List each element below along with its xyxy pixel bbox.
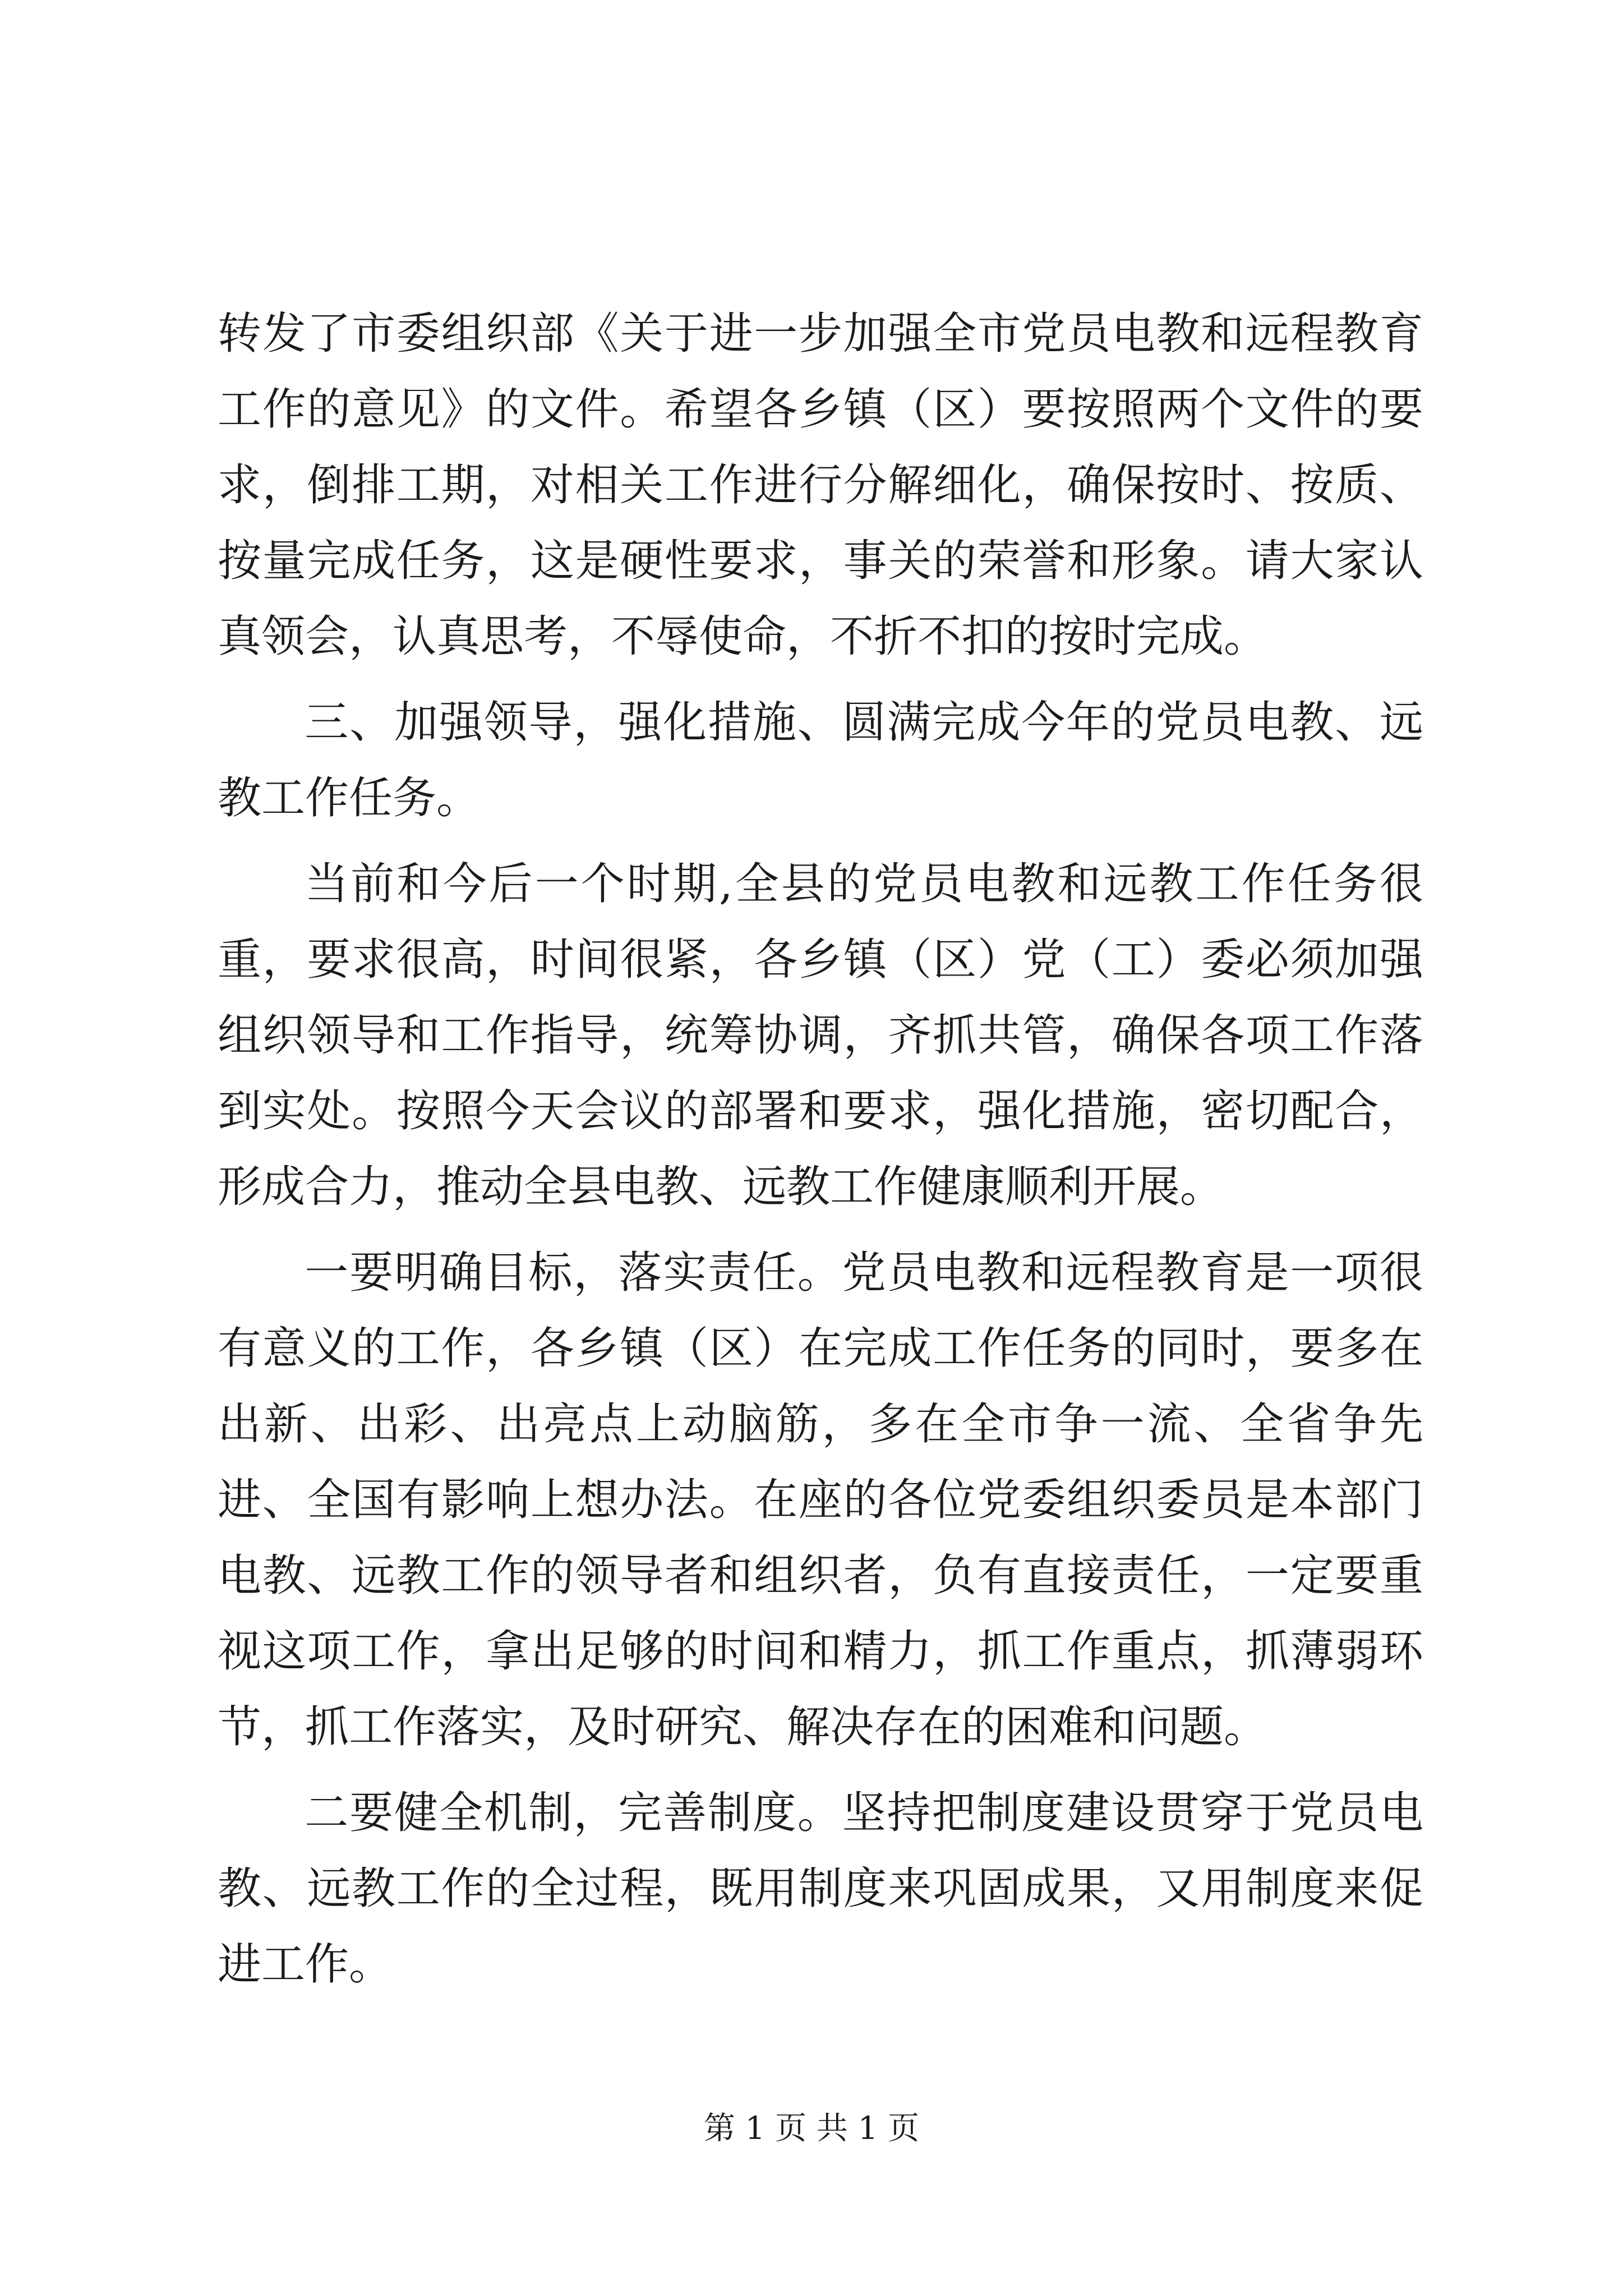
paragraph-5: 二要健全机制，完善制度。坚持把制度建设贯穿于党员电教、远教工作的全过程，既用制度来巩固成果，又用制度来促进工作。 [218, 1788, 1423, 1990]
paragraph-3: 当前和今后一个时期,全县的党员电教和远教工作任务很重，要求很高，时间很紧，各乡镇（区）党（工）委必须加强组织领导和工作指导，统筹协调，齐抓共管，确保各项工作落到实处。按照今天会议的部署和要求，强化措施，密切配合，形成合力，推动全县电教、远教工作健康顺利开展。 [218, 859, 1423, 1212]
paragraph-4: 一要明确目标，落实责任。党员电教和远程教育是一项很有意义的工作，各乡镇（区）在完成工作任务的同时，要多在出新、出彩、出亮点上动脑筋，多在全市争一流、全省争先进、全国有影响上想办法。在座的各位党委组织委员是本部门电教、远教工作的领导者和组织者，负有直接责任，一定要重视这项工作，拿出足够的时间和精力，抓工作重点，抓薄弱环节，抓工作落实，及时研究、解决存在的困难和问题。 [218, 1248, 1423, 1752]
paragraph-1: 转发了市委组织部《关于进一步加强全市党员电教和远程教育工作的意见》的文件。希望各乡镇（区）要按照两个文件的要求，倒排工期，对相关工作进行分解细化，确保按时、按质、按量完成任务，这是硬性要求，事关的荣誉和形象。请大家认真领会，认真思考，不辱使命，不折不扣的按时完成。 [218, 309, 1423, 662]
page-number-footer: 第 1 页 共 1 页 [703, 2110, 920, 2147]
document-body [218, 296, 1423, 2013]
paragraph-2-section-heading: 三、加强领导，强化措施、圆满完成今年的党员电教、远教工作任务。 [218, 697, 1423, 823]
